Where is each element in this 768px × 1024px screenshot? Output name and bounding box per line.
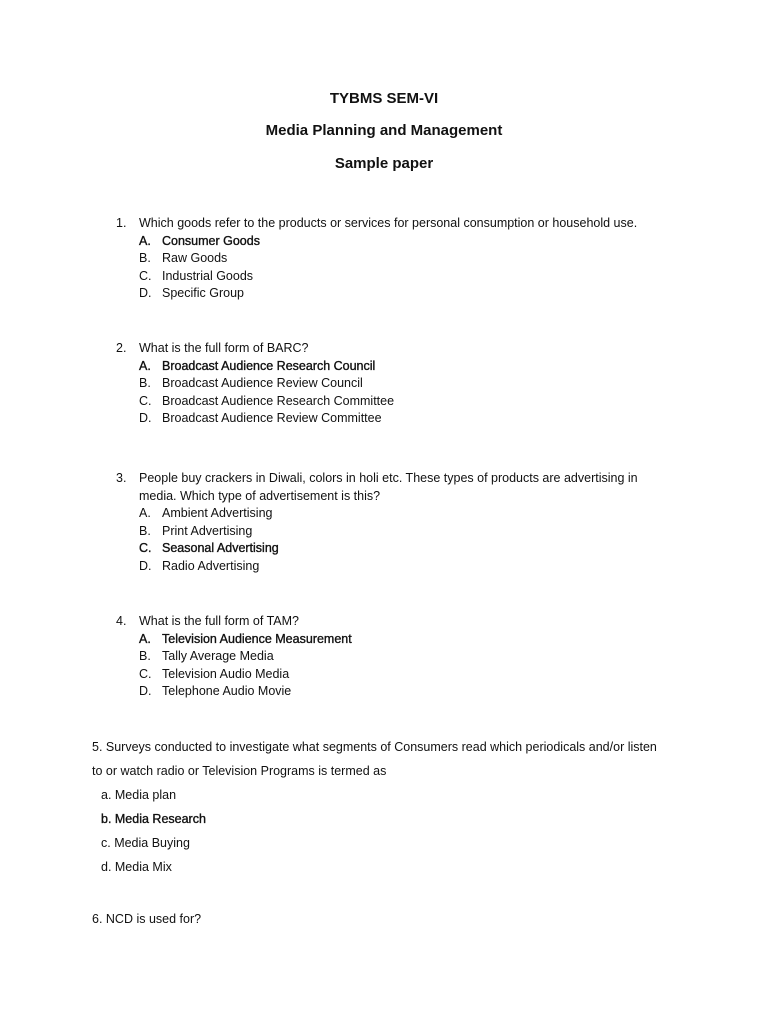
question-text: People buy crackers in Diwali, colors in holi etc. These types of products are advertising in media. Which type of advertisement is this?: [139, 471, 638, 503]
option-letter: A.: [139, 631, 151, 646]
option-letter: C.: [139, 393, 152, 408]
option-text: Consumer Goods: [162, 233, 260, 248]
option-text: Tally Average Media: [162, 649, 274, 663]
subject-title: Media Planning and Management: [265, 122, 503, 139]
option-b: [116, 648, 676, 666]
option-letter: A.: [139, 506, 151, 520]
option-a-correct: [116, 358, 676, 376]
option-text: Telephone Audio Movie: [162, 684, 292, 698]
option-text: Broadcast Audience Review Committee: [162, 411, 382, 425]
option-text: Specific Group: [162, 286, 244, 300]
option-letter: B.: [139, 649, 151, 663]
course-title: TYBMS SEM-VI: [329, 90, 439, 107]
option-d: d. Media Mix: [101, 860, 172, 874]
option-text: Print Advertising: [162, 523, 253, 538]
option-text: Industrial Goods: [162, 268, 254, 283]
option-c: [116, 268, 676, 286]
option-a-correct: [116, 233, 676, 251]
question-4: [116, 613, 676, 701]
question-text-line-2: to or watch radio or Television Programs is termed as: [92, 764, 387, 778]
option-c-correct: [116, 540, 676, 558]
question-number: 2.: [116, 341, 127, 355]
option-d: [116, 683, 676, 701]
option-text: Broadcast Audience Review Council: [162, 376, 363, 390]
question-number: 3.: [116, 471, 127, 485]
option-letter: D.: [139, 411, 152, 425]
option-letter: A.: [139, 358, 151, 373]
option-b-correct: b. Media Research: [101, 812, 206, 826]
question-number: 4.: [116, 614, 127, 628]
option-d: [116, 410, 676, 428]
question-text: What is the full form of TAM?: [139, 614, 300, 628]
question-1: [116, 215, 676, 303]
option-letter: C.: [139, 268, 152, 283]
option-text: Television Audience Measurement: [162, 631, 352, 646]
option-d: [116, 558, 676, 576]
option-b: [116, 375, 676, 393]
option-text: Television Audio Media: [162, 666, 290, 681]
option-letter: D.: [139, 558, 152, 573]
question-6: 6. NCD is used for?: [92, 912, 202, 926]
question-text: Which goods refer to the products or services for personal consumption or household use.: [139, 216, 638, 230]
option-b: [116, 250, 676, 268]
question-number: 1.: [116, 216, 127, 230]
option-c: [116, 393, 676, 411]
option-a-correct: [116, 631, 676, 649]
paper-title: Sample paper: [334, 155, 434, 172]
question-text: What is the full form of BARC?: [139, 341, 309, 355]
option-letter: C.: [139, 666, 152, 681]
option-text: Broadcast Audience Research Committee: [162, 393, 395, 408]
option-letter: A.: [139, 233, 151, 248]
option-letter: D.: [139, 286, 152, 300]
option-text: Ambient Advertising: [162, 506, 273, 520]
question-text-line-1: 5. Surveys conducted to investigate what segments of Consumers read which periodicals and/or listen: [92, 740, 657, 754]
question-5: [92, 735, 692, 879]
option-letter: D.: [139, 684, 152, 698]
option-a: a. Media plan: [101, 788, 177, 802]
question-stem: [116, 613, 676, 631]
option-a: [116, 505, 676, 523]
option-text: Raw Goods: [162, 251, 228, 265]
option-letter: B.: [139, 251, 151, 265]
question-stem: [116, 340, 676, 358]
option-text: Seasonal Advertising: [162, 541, 279, 555]
option-c: [116, 666, 676, 684]
question-2: [116, 340, 676, 428]
option-letter: B.: [139, 376, 151, 390]
option-text: Radio Advertising: [162, 558, 260, 573]
question-stem: [116, 215, 676, 233]
question-3: [116, 470, 676, 575]
option-letter: B.: [139, 523, 151, 538]
option-c: c. Media Buying: [101, 836, 190, 850]
question-stem: [116, 470, 676, 505]
option-b: [116, 523, 676, 541]
option-letter: C.: [139, 541, 152, 555]
option-text: Broadcast Audience Research Council: [162, 358, 376, 373]
option-d: [116, 285, 676, 303]
